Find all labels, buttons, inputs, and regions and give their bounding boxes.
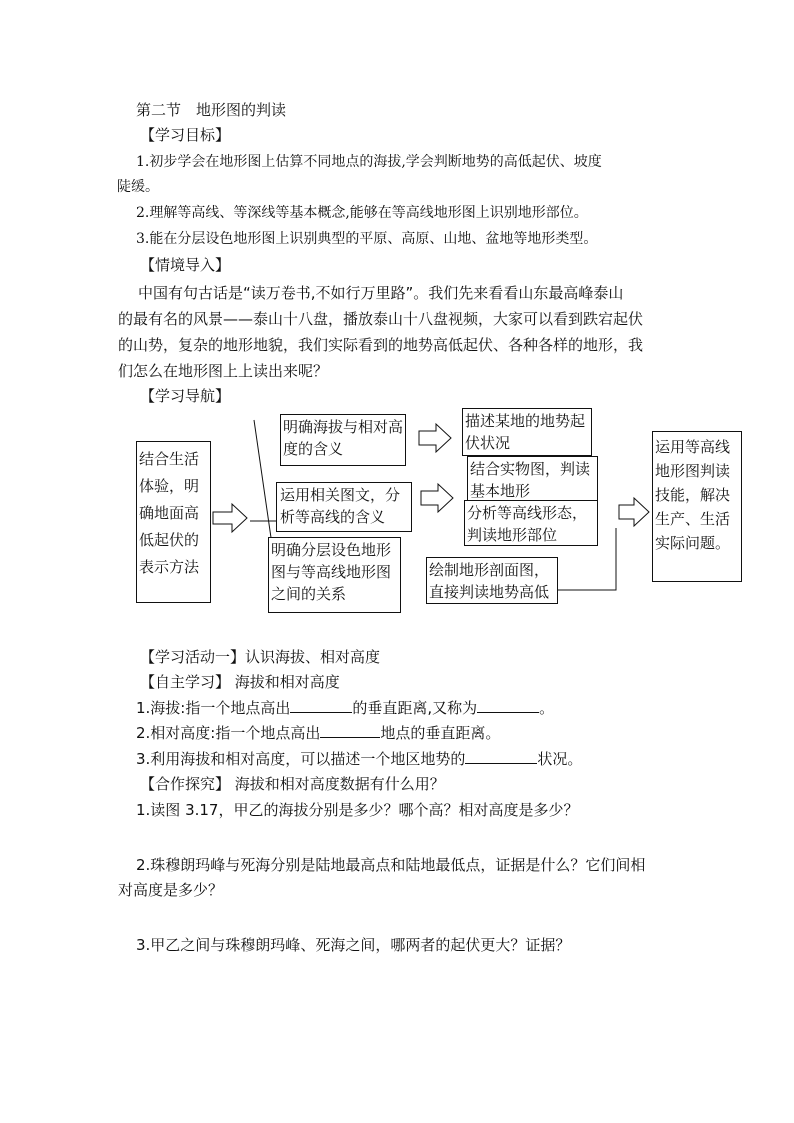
blank-4[interactable] [465,749,537,764]
objective-2: 2.理解等高线、等深线等基本概念,能够在等高线地形图上识别地形部位。 [136,205,588,221]
flow-box-terrain-description: 描述某地的地势起伏状况 [462,408,592,456]
flow-box-altitude-meaning: 明确海拔与相对高度的含义 [280,414,406,466]
arrow-right-icon [419,424,451,452]
question-1-part-c: 。 [539,699,555,717]
flow-box-contour-shape: 分析等高线形态，判读地形部位 [464,500,598,546]
flow-box-life-experience: 结合生活体验，明确地面高低起伏的表示方法 [136,441,211,603]
objectives-heading: 【学习目标】 [140,126,231,144]
intro-line-1: 中国有句古话是“读万卷书,不如行万里路”。我们先来看看山东最高峰泰山 [138,284,624,302]
flow-box-cross-section: 绘制地形剖面图，直接判读地势高低 [426,557,558,604]
objective-1-cont: 陡缓。 [117,179,159,195]
flow-box-application: 运用等高线地形图判读技能，解决生产、生活实际问题。 [652,431,742,582]
question-2-part-a: 2.相对高度:指一个地点高出 [136,724,321,742]
blank-2[interactable] [477,698,539,713]
blank-1[interactable] [290,698,352,713]
arrow-right-icon [213,504,247,532]
blank-3[interactable] [320,723,380,738]
coop-question-2: 2.珠穆朗玛峰与死海分别是陆地最高点和陆地最低点，证据是什么？它们间相 [136,856,646,874]
flow-box-contour-meaning: 运用相关图文，分析等高线的含义 [276,482,412,532]
flow-box-layer-color-relation: 明确分层设色地形图与等高线地形图之间的关系 [268,537,401,613]
intro-line-3: 的山势，复杂的地形地貌，我们实际看到的地势高低起伏、各种各样的地形，我 [118,336,644,354]
question-2-part-b: 地点的垂直距离。 [380,724,501,742]
nav-heading: 【学习导航】 [140,387,231,405]
question-3-part-b: 状况。 [537,750,583,768]
coop-question-1: 1.读图 3.17，甲乙的海拔分别是多少？哪个高？相对高度是多少？ [136,801,579,819]
question-2 [136,723,500,743]
question-1 [136,698,554,718]
arrow-right-icon [421,484,453,512]
coop-heading: 【合作探究】 海拔和相对高度数据有什么用？ [140,775,445,793]
arrow-right-icon [619,498,649,526]
question-3 [136,749,582,769]
flow-box-basic-landform: 结合实物图，判读基本地形 [467,456,598,503]
activity1-heading: 【学习活动一】认识海拔、相对高度 [140,648,381,666]
intro-heading: 【情境导入】 [140,256,231,274]
question-3-part-a: 3.利用海拔和相对高度，可以描述一个地区地势的 [136,750,466,768]
question-1-part-a: 1.海拔:指一个地点高出 [136,699,291,717]
question-1-part-b: 的垂直距离,又称为 [352,699,478,717]
coop-question-3: 3.甲乙之间与珠穆朗玛峰、死海之间，哪两者的起伏更大？证据？ [136,936,571,954]
intro-line-2: 的最有名的风景——泰山十八盘，播放泰山十八盘视频，大家可以看到跌宕起伏 [118,310,644,328]
objective-3: 3.能在分层设色地形图上识别典型的平原、高原、山地、盆地等地形类型。 [136,231,598,247]
page-title: 第二节 地形图的判读 [136,101,287,119]
self-study-heading: 【自主学习】 海拔和相对高度 [140,673,340,691]
objective-1: 1.初步学会在地形图上估算不同地点的海拔,学会判断地势的高低起伏、坡度 [136,154,602,170]
intro-line-4: 们怎么在地形图上上读出来呢？ [118,362,329,380]
coop-question-2-cont: 对高度是多少？ [118,881,224,899]
